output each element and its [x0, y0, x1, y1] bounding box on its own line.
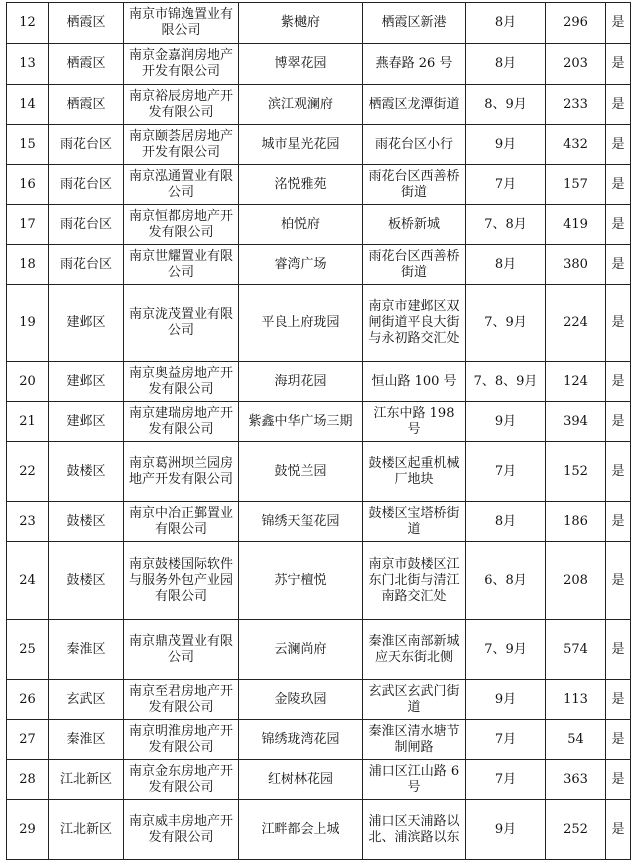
row-number: 23	[7, 502, 49, 542]
project: 洺悦雅苑	[239, 165, 363, 205]
row-number: 26	[7, 680, 49, 720]
table-row	[7, 85, 631, 125]
project: 城市星光花园	[239, 125, 363, 165]
table-body	[7, 3, 631, 860]
table-row	[7, 245, 631, 285]
table-row	[7, 800, 631, 860]
district: 雨花台区	[49, 165, 124, 205]
flag: 是	[606, 285, 631, 362]
row-number: 27	[7, 720, 49, 760]
row-number: 22	[7, 442, 49, 502]
row-number: 19	[7, 285, 49, 362]
district: 建邺区	[49, 285, 124, 362]
company: 南京奥益房地产开发有限公司	[124, 362, 239, 402]
flag: 是	[606, 85, 631, 125]
units: 363	[546, 760, 606, 800]
company: 南京鼎茂置业有限公司	[124, 620, 239, 680]
location: 秦淮区南部新城应天东街北侧	[363, 620, 466, 680]
district: 雨花台区	[49, 245, 124, 285]
location: 浦口区天浦路以北、浦滨路以东	[363, 800, 466, 860]
district: 江北新区	[49, 800, 124, 860]
units: 419	[546, 205, 606, 245]
district: 鼓楼区	[49, 542, 124, 620]
month: 7月	[466, 442, 546, 502]
flag: 是	[606, 205, 631, 245]
company: 南京鼓楼国际软件与服务外包产业园有限公司	[124, 542, 239, 620]
flag: 是	[606, 720, 631, 760]
housing-project-table	[6, 2, 631, 860]
units: 233	[546, 85, 606, 125]
flag: 是	[606, 125, 631, 165]
table-row	[7, 125, 631, 165]
flag: 是	[606, 3, 631, 44]
row-number: 16	[7, 165, 49, 205]
units: 54	[546, 720, 606, 760]
units: 394	[546, 402, 606, 442]
location: 玄武区玄武门街道	[363, 680, 466, 720]
location: 雨花台区西善桥街道	[363, 245, 466, 285]
flag: 是	[606, 800, 631, 860]
company: 南京威丰房地产开发有限公司	[124, 800, 239, 860]
district: 建邺区	[49, 362, 124, 402]
units: 186	[546, 502, 606, 542]
units: 113	[546, 680, 606, 720]
district: 雨花台区	[49, 205, 124, 245]
table-row	[7, 760, 631, 800]
month: 7月	[466, 720, 546, 760]
month: 8月	[466, 44, 546, 85]
district: 秦淮区	[49, 620, 124, 680]
district: 江北新区	[49, 760, 124, 800]
district: 秦淮区	[49, 720, 124, 760]
table-row	[7, 680, 631, 720]
location: 江东中路 198 号	[363, 402, 466, 442]
flag: 是	[606, 362, 631, 402]
table-row	[7, 620, 631, 680]
company: 南京泓通置业有限公司	[124, 165, 239, 205]
month: 8月	[466, 245, 546, 285]
table-row	[7, 44, 631, 85]
project: 苏宁檀悦	[239, 542, 363, 620]
location: 南京市鼓楼区江东门北街与清江南路交汇处	[363, 542, 466, 620]
location: 栖霞区龙潭街道	[363, 85, 466, 125]
row-number: 20	[7, 362, 49, 402]
district: 雨花台区	[49, 125, 124, 165]
row-number: 28	[7, 760, 49, 800]
flag: 是	[606, 245, 631, 285]
table-row	[7, 3, 631, 44]
company: 南京中冶正鄞置业有限公司	[124, 502, 239, 542]
table-row	[7, 502, 631, 542]
flag: 是	[606, 165, 631, 205]
flag: 是	[606, 680, 631, 720]
district: 鼓楼区	[49, 442, 124, 502]
month: 9月	[466, 800, 546, 860]
table-row	[7, 165, 631, 205]
project: 柏悦府	[239, 205, 363, 245]
month: 7、9月	[466, 285, 546, 362]
table-row	[7, 205, 631, 245]
project: 红树林花园	[239, 760, 363, 800]
row-number: 13	[7, 44, 49, 85]
location: 鼓楼区宝塔桥街道	[363, 502, 466, 542]
row-number: 17	[7, 205, 49, 245]
table-row	[7, 720, 631, 760]
location: 秦淮区清水塘节制闸路	[363, 720, 466, 760]
location: 浦口区江山路 6 号	[363, 760, 466, 800]
company: 南京市锦逸置业有限公司	[124, 3, 239, 44]
month: 7、8、9月	[466, 362, 546, 402]
table-row	[7, 362, 631, 402]
units: 124	[546, 362, 606, 402]
location: 鼓楼区起重机械厂地块	[363, 442, 466, 502]
project: 云澜尚府	[239, 620, 363, 680]
month: 7月	[466, 760, 546, 800]
units: 208	[546, 542, 606, 620]
company: 南京裕辰房地产开发有限公司	[124, 85, 239, 125]
company: 南京金嘉润房地产开发有限公司	[124, 44, 239, 85]
district: 栖霞区	[49, 85, 124, 125]
flag: 是	[606, 542, 631, 620]
location: 雨花台区小行	[363, 125, 466, 165]
table-row	[7, 402, 631, 442]
flag: 是	[606, 44, 631, 85]
location: 板桥新城	[363, 205, 466, 245]
company: 南京明淮房地产开发有限公司	[124, 720, 239, 760]
units: 157	[546, 165, 606, 205]
flag: 是	[606, 502, 631, 542]
row-number: 29	[7, 800, 49, 860]
month: 8、9月	[466, 85, 546, 125]
row-number: 14	[7, 85, 49, 125]
district: 鼓楼区	[49, 502, 124, 542]
project: 金陵玖园	[239, 680, 363, 720]
table-row	[7, 285, 631, 362]
location: 恒山路 100 号	[363, 362, 466, 402]
flag: 是	[606, 760, 631, 800]
units: 203	[546, 44, 606, 85]
month: 7月	[466, 165, 546, 205]
month: 9月	[466, 125, 546, 165]
month: 7、8月	[466, 205, 546, 245]
month: 9月	[466, 402, 546, 442]
district: 栖霞区	[49, 44, 124, 85]
row-number: 18	[7, 245, 49, 285]
row-number: 12	[7, 3, 49, 44]
units: 432	[546, 125, 606, 165]
units: 224	[546, 285, 606, 362]
row-number: 25	[7, 620, 49, 680]
flag: 是	[606, 402, 631, 442]
units: 380	[546, 245, 606, 285]
company: 南京恒都房地产开发有限公司	[124, 205, 239, 245]
month: 9月	[466, 680, 546, 720]
row-number: 15	[7, 125, 49, 165]
project: 锦绣珑湾花园	[239, 720, 363, 760]
project: 紫樾府	[239, 3, 363, 44]
location: 栖霞区新港	[363, 3, 466, 44]
project: 江畔都会上城	[239, 800, 363, 860]
units: 152	[546, 442, 606, 502]
company: 南京泷茂置业有限公司	[124, 285, 239, 362]
location: 南京市建邺区双闸街道平良大街与永初路交汇处	[363, 285, 466, 362]
month: 6、8月	[466, 542, 546, 620]
units: 296	[546, 3, 606, 44]
district: 栖霞区	[49, 3, 124, 44]
project: 博翠花园	[239, 44, 363, 85]
company: 南京葛洲坝兰园房地产开发有限公司	[124, 442, 239, 502]
location: 雨花台区西善桥街道	[363, 165, 466, 205]
row-number: 24	[7, 542, 49, 620]
month: 8月	[466, 3, 546, 44]
company: 南京至君房地产开发有限公司	[124, 680, 239, 720]
project: 紫鑫中华广场三期	[239, 402, 363, 442]
flag: 是	[606, 442, 631, 502]
district: 建邺区	[49, 402, 124, 442]
project: 平良上府珑园	[239, 285, 363, 362]
table-row	[7, 542, 631, 620]
project: 海玥花园	[239, 362, 363, 402]
units: 574	[546, 620, 606, 680]
project: 滨江观澜府	[239, 85, 363, 125]
location: 燕春路 26 号	[363, 44, 466, 85]
project: 睿湾广场	[239, 245, 363, 285]
units: 252	[546, 800, 606, 860]
company: 南京金东房地产开发有限公司	[124, 760, 239, 800]
project: 锦绣天玺花园	[239, 502, 363, 542]
project: 鼓悦兰园	[239, 442, 363, 502]
flag: 是	[606, 620, 631, 680]
table-row	[7, 442, 631, 502]
company: 南京颐荟居房地产开发有限公司	[124, 125, 239, 165]
company: 南京世耀置业有限公司	[124, 245, 239, 285]
district: 玄武区	[49, 680, 124, 720]
month: 7、9月	[466, 620, 546, 680]
row-number: 21	[7, 402, 49, 442]
month: 8月	[466, 502, 546, 542]
company: 南京建瑞房地产开发有限公司	[124, 402, 239, 442]
